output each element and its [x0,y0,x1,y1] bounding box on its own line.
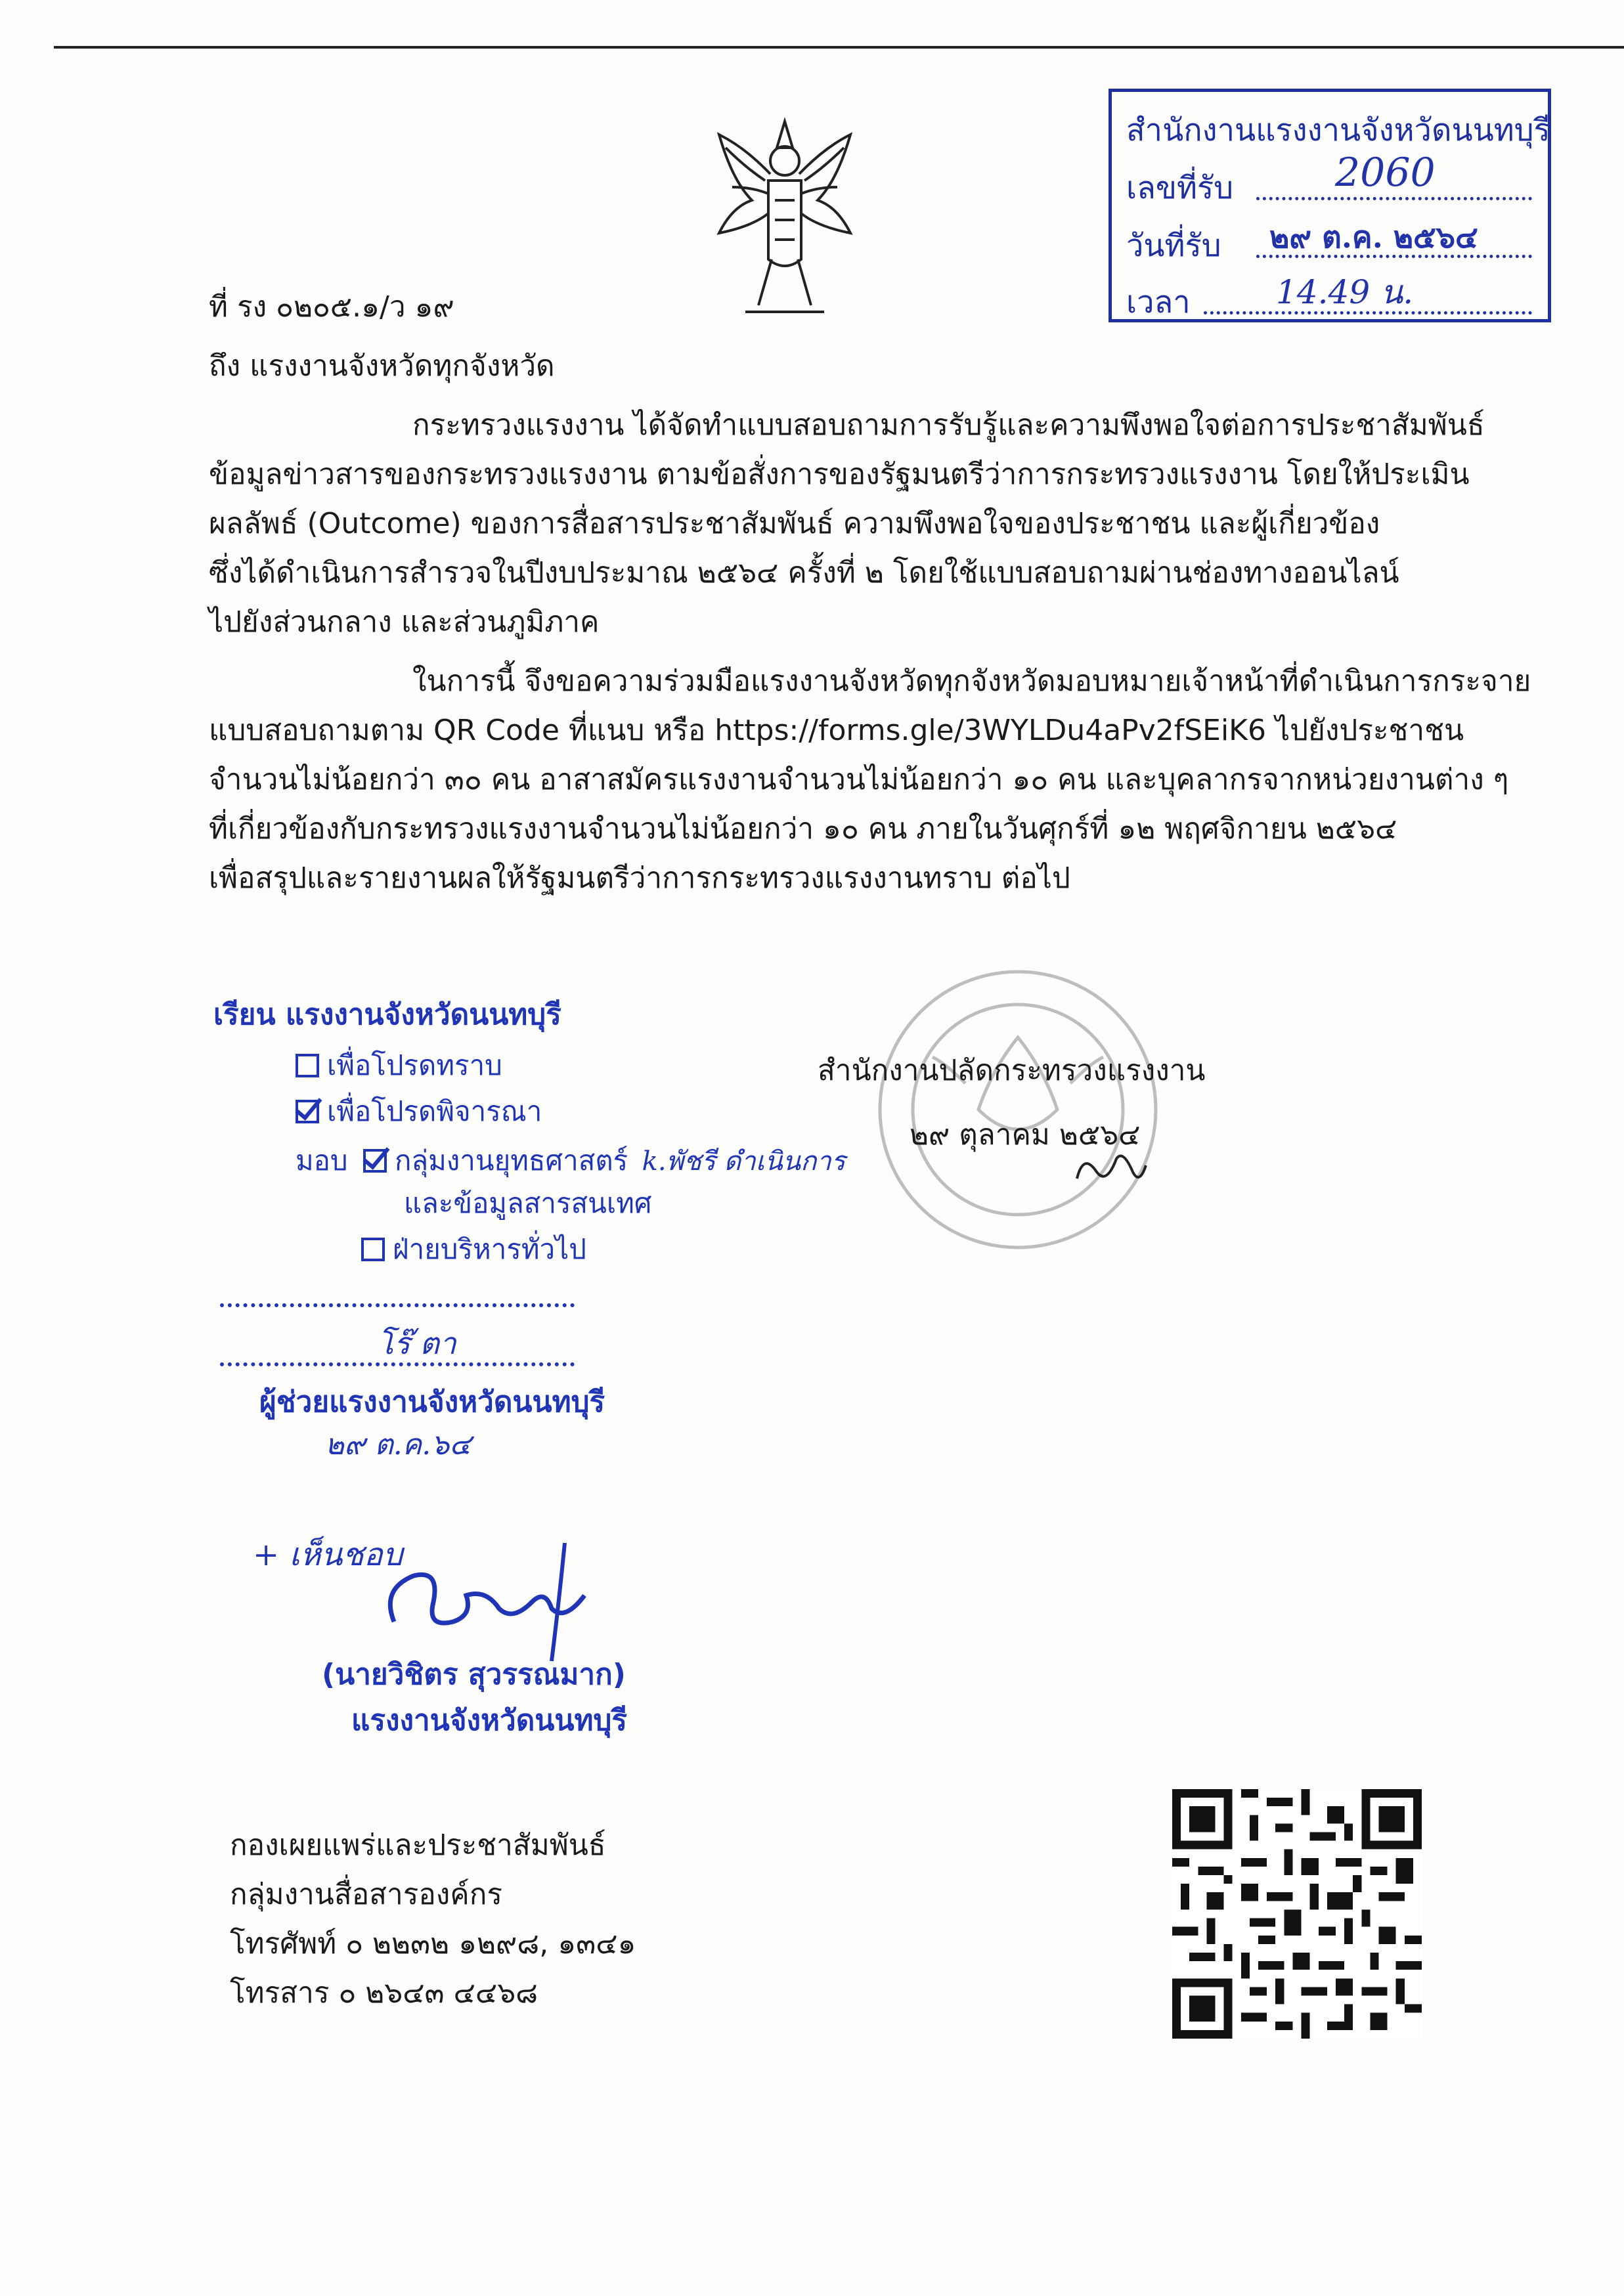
footer-department: กองเผยแพร่และประชาสัมพันธ์ [230,1829,606,1862]
addressee: ถึง แรงงานจังหวัดทุกจังหวัด [209,349,555,383]
option-assign: มอบ กลุ่มงานยุทธศาสตร์ k.พัชรี ดำเนินการ [296,1144,846,1177]
top-rule [54,46,1624,49]
qr-code-icon [1172,1789,1422,2039]
checkbox-unchecked [361,1238,385,1261]
footer-phone: โทรศัพท์ ๐ ๒๒๓๒ ๑๒๙๘, ๑๓๔๑ [230,1927,636,1960]
para2-line: แบบสอบถามตาม QR Code ที่แนบ หรือ https://forms.gle/3WYLDu4aPv2fSEiK6 ไปยังประชาชน [209,714,1464,747]
stamp-office: สำนักงานแรงงานจังหวัดนนทบุรี [1126,112,1550,148]
receipt-stamp [1108,89,1551,322]
option-for-information: เพื่อโปรดทราบ [296,1044,502,1087]
checkbox-unchecked [296,1054,319,1077]
stamp-number-value: 2060 [1335,150,1436,196]
assistant-title: ผู้ช่วยแรงงานจังหวัดนนทบุรี [259,1385,605,1419]
approval-note: + เห็นชอบ [253,1536,403,1573]
signer-title: แรงงานจังหวัดนนทบุรี [351,1704,628,1737]
dotted-separator [220,1303,575,1307]
issuer-name: สำนักงานปลัดกระทรวงแรงงาน [818,1054,1206,1087]
assistant-date: ๒๙ ต.ค.๖๔ [325,1428,472,1462]
dotted-separator [220,1362,575,1366]
para1-line: ซึ่งได้ดำเนินการสำรวจในปีงบประมาณ ๒๕๖๔ ครั้งที่ ๒ โดยใช้แบบสอบถามผ่านช่องทางออนไลน์ [209,556,1399,590]
para1-line: กระทรวงแรงงาน ได้จัดทำแบบสอบถามการรับรู้และความพึงพอใจต่อการประชาสัมพันธ์ [412,408,1485,442]
issue-date: ๒๙ ตุลาคม ๒๕๖๔ [910,1118,1141,1152]
stamp-time-value: 14.49 น. [1276,273,1414,311]
para2-line: ที่เกี่ยวข้องกับกระทรวงแรงงานจำนวนไม่น้อยกว่า ๑๐ คน ภายในวันศุกร์ที่ ๑๒ พฤศจิกายน ๒๕๖๔ [209,812,1397,846]
reference-number: ที่ รง ๐๒๐๕.๑/ว ๑๙ [209,290,454,324]
annotation-salutation: เรียน แรงงานจังหวัดนนทบุรี [213,998,561,1031]
para2-line: จำนวนไม่น้อยกว่า ๓๐ คน อาสาสมัครแรงงานจำนวนไม่น้อยกว่า ๑๐ คน และบุคลากรจากหน่วยงานต่าง ๆ [209,763,1509,796]
stamp-time-label: เวลา [1126,284,1191,320]
option-for-consideration: เพื่อโปรดพิจารณา [296,1090,542,1133]
checkbox-checked [296,1100,319,1123]
assign-group-continued: และข้อมูลสารสนเทศ [404,1187,652,1219]
para1-line: ไปยังส่วนกลาง และส่วนภูมิภาค [209,605,600,639]
footer-group: กลุ่มงานสื่อสารองค์กร [230,1878,502,1911]
handwritten-scribble: โร๊ ตา [378,1326,456,1361]
checkbox-checked [363,1149,387,1173]
issuer-initial-signature [1070,1146,1149,1192]
official-seal-icon [847,952,1202,1254]
para2-line: เพื่อสรุปและรายงานผลให้รัฐมนตรีว่าการกระทรวงแรงงานทราบ ต่อไป [209,861,1070,895]
signer-name: (นายวิชิตร สุวรรณมาก) [322,1658,626,1691]
garuda-emblem-icon [706,108,864,325]
para2-line: ในการนี้ จึงขอความร่วมมือแรงงานจังหวัดทุกจังหวัดมอบหมายเจ้าหน้าที่ดำเนินการกระจาย [412,664,1531,698]
para1-line: ข้อมูลข่าวสารของกระทรวงแรงงาน ตามข้อสั่งการของรัฐมนตรีว่าการกระทรวงแรงงาน โดยให้ประเมิน [209,458,1470,491]
body-paragraph-1 [209,401,1485,647]
footer-fax: โทรสาร ๐ ๒๖๔๓ ๔๔๖๘ [230,1976,538,2010]
body-paragraph-2 [209,657,1531,903]
stamp-date-label: วันที่รับ [1126,228,1221,264]
option-general-admin: ฝ่ายบริหารทั่วไป [361,1228,586,1271]
stamp-number-label: เลขที่รับ [1126,170,1234,206]
para1-line: ผลลัพธ์ (Outcome) ของการสื่อสารประชาสัมพันธ์ ความพึงพอใจของประชาชน และผู้เกี่ยวข้อง [209,507,1380,540]
stamp-date-value: ๒๙ ต.ค. ๒๕๖๔ [1269,219,1478,255]
